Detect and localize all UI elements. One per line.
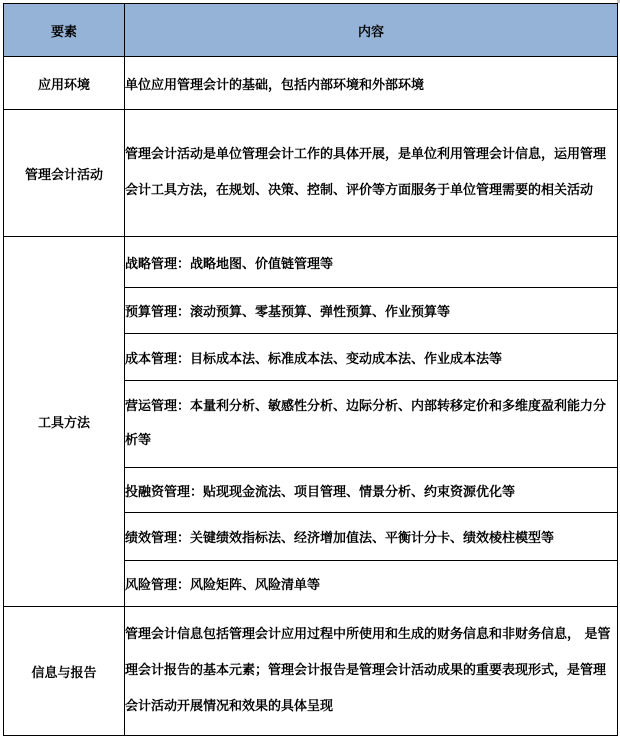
row-label-environment: 应用环境: [4, 57, 125, 110]
tool-item-investment: 投融资管理：贴现现金流法、项目管理、情景分析、约束资源优化等: [125, 468, 618, 513]
tool-item-cost: 成本管理：目标成本法、标准成本法、变动成本法、作业成本法等: [125, 334, 618, 381]
row-label-tools: 工具方法: [4, 237, 125, 607]
row-content-activity: 管理会计活动是单位管理会计工作的具体开展，是单位利用管理会计信息，运用管理会计工具方法，在规划、决策、控制、评价等方面服务于单位管理需要的相关活动: [125, 110, 618, 237]
header-elements: 要素: [4, 4, 125, 57]
tool-item-budget: 预算管理：滚动预算、零基预算、弹性预算、作业预算等: [125, 288, 618, 334]
elements-table: [3, 3, 618, 736]
table-row-environment: [4, 57, 618, 110]
row-content-info-report: 管理会计信息包括管理会计应用过程中所使用和生成的财务信息和非财务信息， 是管理会计报告的基本元素；管理会计报告是管理会计活动成果的重要表现形式，是管理会计活动开展情况和效果的具体呈现: [125, 607, 618, 736]
header-row: [4, 4, 618, 57]
tool-item-performance: 绩效管理：关键绩效指标法、经济增加值法、平衡计分卡、绩效棱柱模型等: [125, 513, 618, 561]
table-row-activity: [4, 110, 618, 237]
tool-item-strategy: 战略管理：战略地图、价值链管理等: [125, 237, 618, 288]
header-content: 内容: [125, 4, 618, 57]
row-label-info-report: 信息与报告: [4, 607, 125, 736]
tool-item-operations: 营运管理：本量利分析、敏感性分析、边际分析、内部转移定价和多维度盈利能力分析等: [125, 381, 618, 468]
table-row-info-report: [4, 607, 618, 736]
row-content-environment: 单位应用管理会计的基础，包括内部环境和外部环境: [125, 57, 618, 110]
table-row-tool: [4, 237, 618, 288]
tool-item-risk: 风险管理：风险矩阵、风险清单等: [125, 561, 618, 607]
row-label-activity: 管理会计活动: [4, 110, 125, 237]
